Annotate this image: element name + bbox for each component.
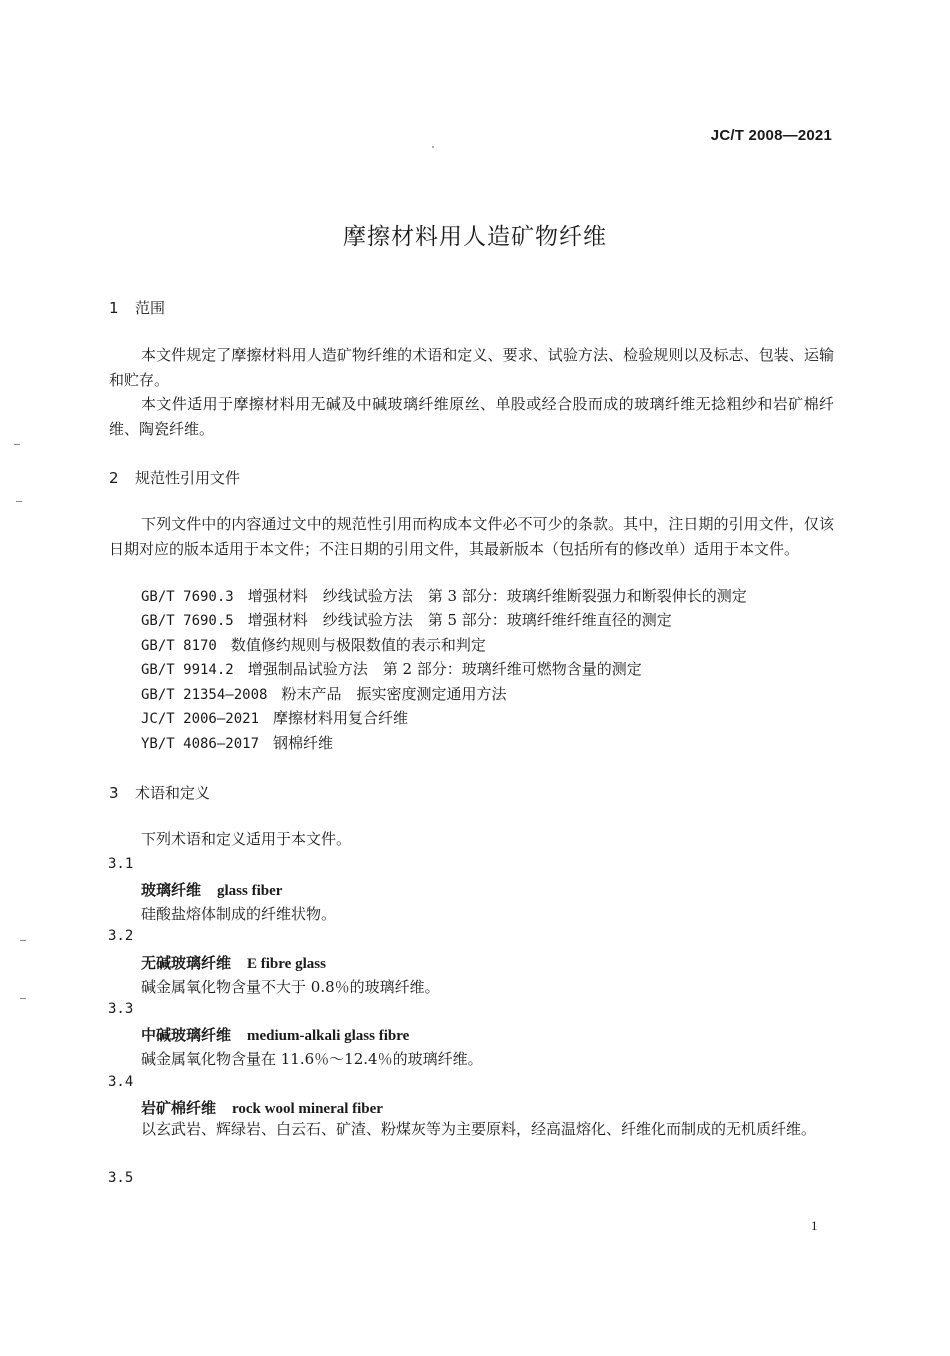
references-intro: 下列文件中的内容通过文中的规范性引用而构成本文件必不可少的条款。其中，注日期的引用文件，仅该日期对应的版本适用于本文件；不注日期的引用文件，其最新版本（包括所有的修改单）适用于本文件。 bbox=[109, 515, 834, 558]
reference-code: GB/T 8170 bbox=[141, 638, 217, 654]
term-name-cn: 岩矿棉纤维 bbox=[141, 1099, 217, 1117]
section-number: 2 bbox=[109, 469, 119, 487]
term-name-en: medium-alkali glass fibre bbox=[247, 1028, 410, 1044]
scan-mark bbox=[14, 444, 20, 445]
reference-code: YB/T 4086—2017 bbox=[141, 736, 260, 752]
page-number: 1 bbox=[811, 1218, 818, 1233]
reference-item bbox=[141, 657, 642, 683]
reference-code: JC/T 2006—2021 bbox=[141, 711, 260, 727]
section-3-heading bbox=[109, 782, 210, 803]
reference-title: 增强制品试验方法 第 2 部分：玻璃纤维可燃物含量的测定 bbox=[247, 660, 642, 678]
term-name bbox=[141, 879, 282, 900]
term-definition: 碱金属氧化物含量不大于 0.8％的玻璃纤维。 bbox=[141, 978, 440, 996]
reference-item bbox=[141, 584, 747, 610]
term-definition: 以玄武岩、辉绿岩、白云石、矿渣、粉煤灰等为主要原料，经高温熔化、纤维化而制成的无机质纤维。 bbox=[141, 1120, 817, 1138]
term-definition: 碱金属氧化物含量在 11.6％～12.4％的玻璃纤维。 bbox=[141, 1050, 483, 1068]
scope-paragraph-1: 本文件规定了摩擦材料用人造矿物纤维的术语和定义、要求、试验方法、检验规则以及标志、包装、运输和贮存。 bbox=[109, 346, 834, 389]
reference-title: 钢棉纤维 bbox=[273, 734, 334, 752]
term-number: 3.1 bbox=[108, 856, 134, 872]
section-number: 3 bbox=[109, 784, 119, 802]
section-title: 范围 bbox=[135, 299, 166, 317]
reference-title: 数值修约规则与极限数值的表示和判定 bbox=[230, 636, 486, 654]
term-definition: 硅酸盐熔体制成的纤维状物。 bbox=[141, 905, 337, 923]
reference-code: GB/T 9914.2 bbox=[141, 662, 234, 678]
term-name-cn: 玻璃纤维 bbox=[141, 881, 202, 899]
term-name bbox=[141, 952, 326, 973]
reference-item bbox=[141, 633, 486, 659]
document-title: 摩擦材料用人造矿物纤维 bbox=[343, 224, 607, 250]
term-number: 3.4 bbox=[108, 1074, 134, 1090]
term-name-cn: 中碱玻璃纤维 bbox=[141, 1026, 232, 1044]
document-code: JC/T 2008—2021 bbox=[710, 127, 832, 144]
reference-title: 增强材料 纱线试验方法 第 5 部分：玻璃纤维纤维直径的测定 bbox=[247, 611, 672, 629]
scan-mark bbox=[20, 998, 26, 999]
term-name-en: rock wool mineral fiber bbox=[232, 1101, 383, 1117]
reference-item bbox=[141, 731, 333, 757]
reference-title: 粉末产品 振实密度测定通用方法 bbox=[281, 685, 507, 703]
reference-code: GB/T 21354—2008 bbox=[141, 687, 268, 703]
section-number: 1 bbox=[109, 299, 119, 317]
term-name-en: glass fiber bbox=[217, 883, 283, 899]
scan-mark bbox=[16, 501, 22, 502]
section-1-heading bbox=[109, 297, 165, 318]
scan-mark bbox=[20, 940, 26, 941]
scope-paragraph-2: 本文件适用于摩擦材料用无碱及中碱玻璃纤维原丝、单股或经合股而成的玻璃纤维无捻粗纱和岩矿棉纤维、陶瓷纤维。 bbox=[109, 395, 834, 438]
section-title: 术语和定义 bbox=[135, 784, 211, 802]
term-number: 3.2 bbox=[108, 928, 134, 944]
terms-intro: 下列术语和定义适用于本文件。 bbox=[141, 830, 352, 848]
term-name bbox=[141, 1097, 383, 1118]
scan-dot bbox=[432, 146, 434, 148]
reference-title: 增强材料 纱线试验方法 第 3 部分：玻璃纤维断裂强力和断裂伸长的测定 bbox=[247, 587, 747, 605]
section-title: 规范性引用文件 bbox=[135, 469, 241, 487]
term-number: 3.5 bbox=[108, 1170, 134, 1186]
section-2-heading bbox=[109, 467, 240, 488]
reference-code: GB/T 7690.3 bbox=[141, 589, 234, 605]
term-number: 3.3 bbox=[108, 1001, 134, 1017]
term-name bbox=[141, 1024, 409, 1045]
term-name-en: E fibre glass bbox=[247, 956, 326, 972]
reference-code: GB/T 7690.5 bbox=[141, 613, 234, 629]
term-name-cn: 无碱玻璃纤维 bbox=[141, 954, 232, 972]
reference-item bbox=[141, 682, 506, 708]
reference-item bbox=[141, 706, 408, 732]
reference-title: 摩擦材料用复合纤维 bbox=[273, 709, 409, 727]
reference-item bbox=[141, 608, 672, 634]
